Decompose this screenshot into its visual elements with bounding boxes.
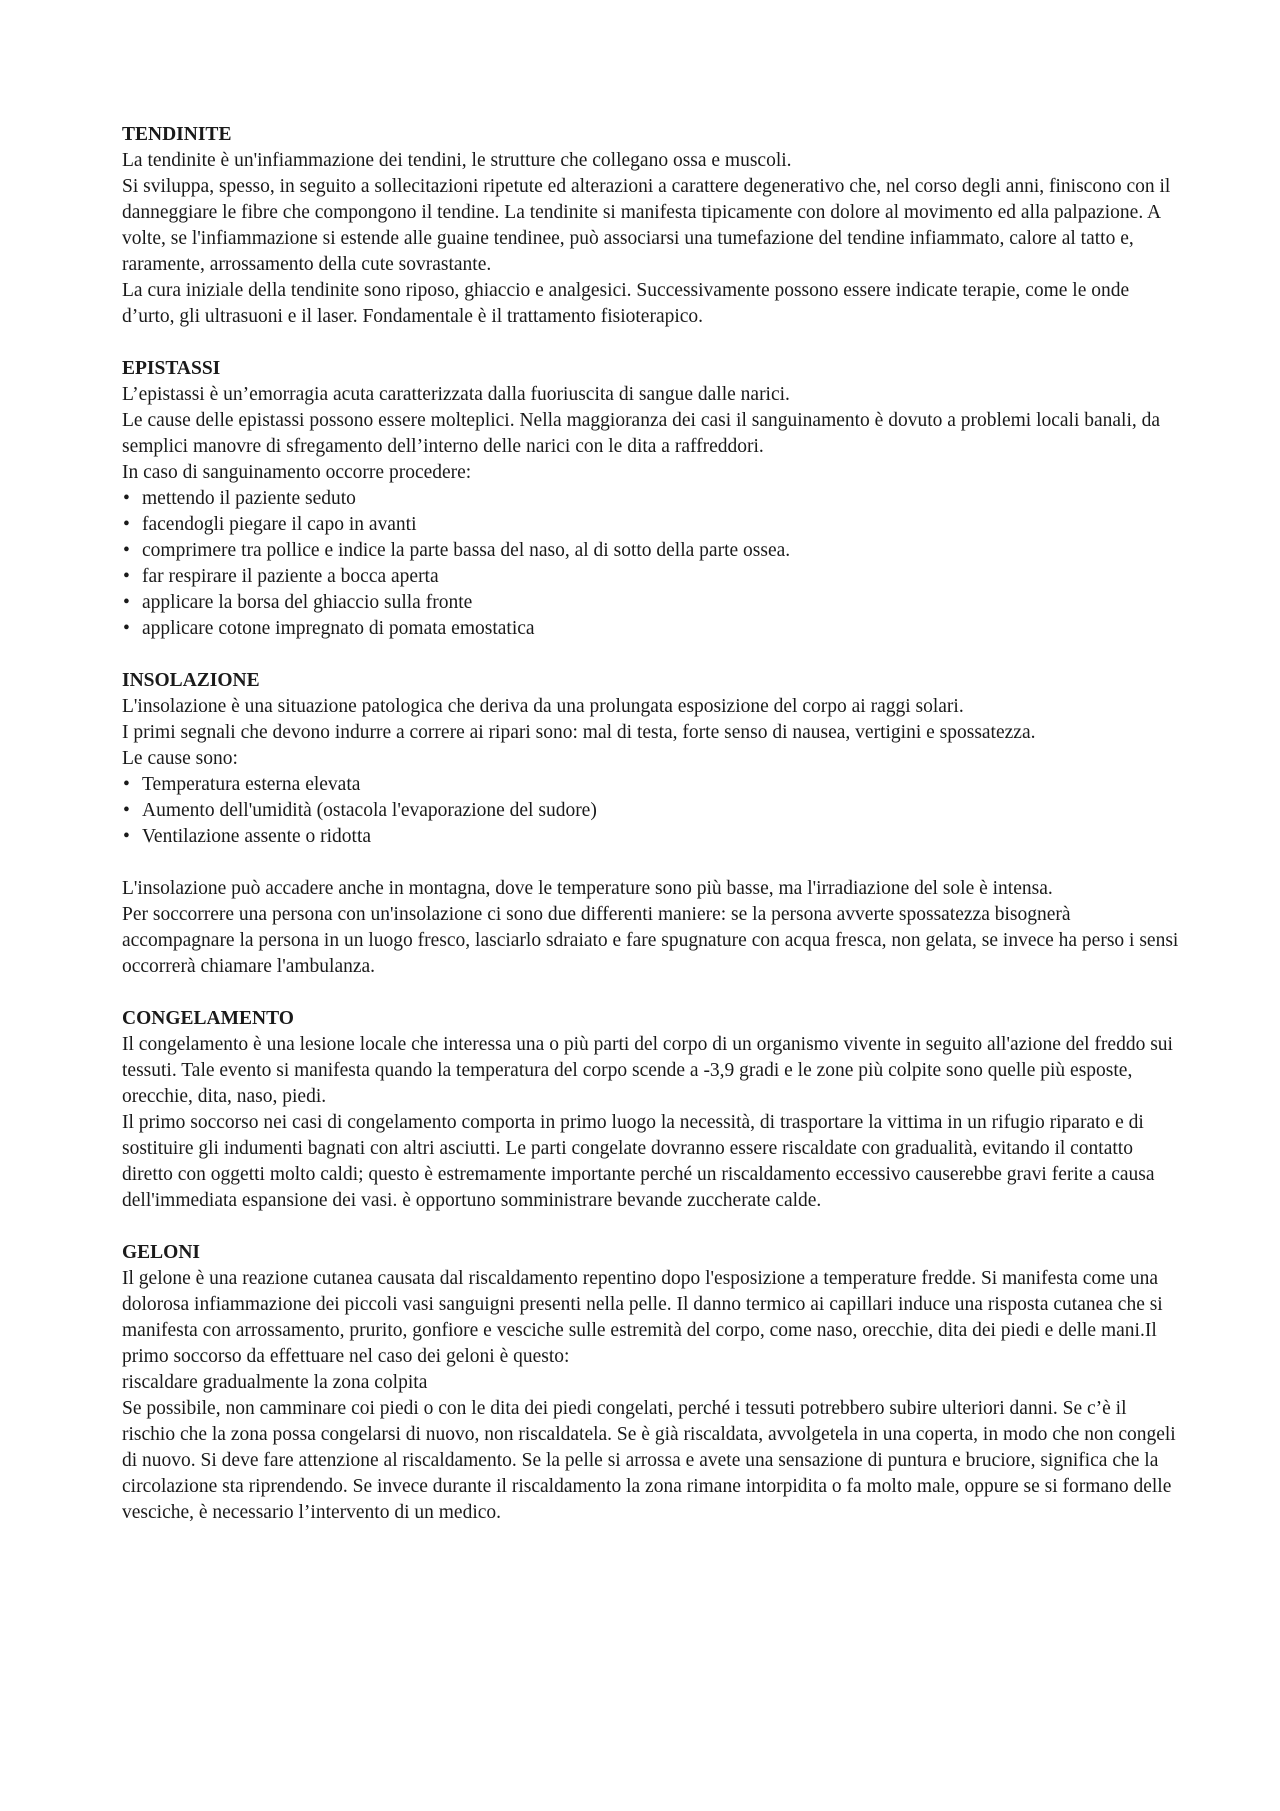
paragraph: L'insolazione è una situazione patologica che deriva da una prolungata esposizione del corpo ai raggi solari. bbox=[122, 696, 964, 717]
paragraph: I primi segnali che devono indurre a correre ai ripari sono: mal di testa, forte senso di nausea, vertigini e spossatezza. bbox=[122, 722, 1036, 743]
list-item: • Ventilazione assente o ridotta bbox=[122, 824, 1182, 850]
section-insolazione bbox=[122, 668, 1182, 980]
list-item: • Temperatura esterna elevata bbox=[122, 772, 1182, 798]
paragraph: Il gelone è una reazione cutanea causata dal riscaldamento repentino dopo l'esposizione a temperature fredde. Si manifesta come una dolorosa infiammazione dei piccoli vasi sanguigni presenti nella pelle. Il danno termico ai capillari induce una risposta cutanea che si manifesta con arrossamento, prurito, gonfiore e vesciche sulle estremità del corpo, come naso, orecchie, dita dei piedi e delle mani.Il primo soccorso da effettuare nel caso dei geloni è questo: bbox=[122, 1268, 1163, 1367]
paragraph: Se possibile, non camminare coi piedi o con le dita dei piedi congelati, perché i tessuti potrebbero subire ulteriori danni. Se c’è il rischio che la zona possa congelarsi di nuovo, non riscaldatela. Se è già riscaldata, avvolgetela in una coperta, in modo che non congeli di nuovo. Si deve fare attenzione al riscaldamento. Se la pelle si arrossa e avete una sensazione di puntura e bruciore, significa che la circolazione sta riprendendo. Se invece durante il riscaldamento la zona rimane intorpidita o fa molto male, oppure se si formano delle vesciche, è necessario l’intervento di un medico. bbox=[122, 1398, 1176, 1523]
list-item: • comprimere tra pollice e indice la parte bassa del naso, al di sotto della parte ossea. bbox=[122, 538, 1182, 564]
list-item: • Aumento dell'umidità (ostacola l'evaporazione del sudore) bbox=[122, 798, 1182, 824]
list-item: • far respirare il paziente a bocca aperta bbox=[122, 564, 1182, 590]
document-page bbox=[122, 122, 1182, 1552]
paragraph: Per soccorrere una persona con un'insolazione ci sono due differenti maniere: se la persona avverte spossatezza bisognerà accompagnare la persona in un luogo fresco, lasciarlo sdraiato e fare spugnature con acqua fresca, non gelata, se invece ha perso i sensi occorrerà chiamare l'ambulanza. bbox=[122, 904, 1179, 977]
blank-line bbox=[122, 850, 1182, 876]
section-heading: GELONI bbox=[122, 1242, 201, 1263]
section-heading: INSOLAZIONE bbox=[122, 670, 260, 691]
section-tendinite bbox=[122, 122, 1182, 330]
section-heading: CONGELAMENTO bbox=[122, 1008, 294, 1029]
paragraph: In caso di sanguinamento occorre procedere: bbox=[122, 462, 472, 483]
paragraph: L’epistassi è un’emorragia acuta caratterizzata dalla fuoriuscita di sangue dalle narici. bbox=[122, 384, 790, 405]
paragraph: L'insolazione può accadere anche in montagna, dove le temperature sono più basse, ma l'irradiazione del sole è intensa. bbox=[122, 878, 1053, 899]
paragraph: Le cause delle epistassi possono essere molteplici. Nella maggioranza dei casi il sanguinamento è dovuto a problemi locali banali, da semplici manovre di sfregamento dell’interno delle narici con le dita a raffreddori. bbox=[122, 410, 1161, 457]
section-geloni bbox=[122, 1240, 1182, 1526]
paragraph: Si sviluppa, spesso, in seguito a sollecitazioni ripetute ed alterazioni a carattere degenerativo che, nel corso degli anni, finiscono con il danneggiare le fibre che compongono il tendine. La tendinite si manifesta tipicamente con dolore al movimento ed alla palpazione. A volte, se l'infiammazione si estende alle guaine tendinee, può associarsi una tumefazione del tendine infiammato, calore al tatto e, raramente, arrossamento della cute sovrastante. bbox=[122, 176, 1171, 275]
section-congelamento bbox=[122, 1006, 1182, 1214]
bullet-list bbox=[122, 486, 1182, 642]
section-heading: EPISTASSI bbox=[122, 358, 221, 379]
list-item: • facendogli piegare il capo in avanti bbox=[122, 512, 1182, 538]
section-heading: TENDINITE bbox=[122, 124, 232, 145]
paragraph: Il congelamento è una lesione locale che interessa una o più parti del corpo di un organismo vivente in seguito all'azione del freddo sui tessuti. Tale evento si manifesta quando la temperatura del corpo scende a -3,9 gradi e le zone più colpite sono quelle più esposte, orecchie, dita, naso, piedi. bbox=[122, 1034, 1173, 1107]
list-item: • applicare cotone impregnato di pomata emostatica bbox=[122, 616, 1182, 642]
list-item: • applicare la borsa del ghiaccio sulla fronte bbox=[122, 590, 1182, 616]
paragraph: Le cause sono: bbox=[122, 748, 238, 769]
paragraph: La tendinite è un'infiammazione dei tendini, le strutture che collegano ossa e muscoli. bbox=[122, 150, 792, 171]
paragraph: Il primo soccorso nei casi di congelamento comporta in primo luogo la necessità, di trasportare la vittima in un rifugio riparato e di sostituire gli indumenti bagnati con altri asciutti. Le parti congelate dovranno essere riscaldate con gradualità, evitando il contatto diretto con oggetti molto caldi; questo è estremamente importante perché un riscaldamento eccessivo causerebbe gravi ferite a causa dell'immediata espansione dei vasi. è opportuno somministrare bevande zuccherate calde. bbox=[122, 1112, 1155, 1211]
list-item: • mettendo il paziente seduto bbox=[122, 486, 1182, 512]
section-epistassi bbox=[122, 356, 1182, 642]
bullet-list bbox=[122, 772, 1182, 850]
paragraph: riscaldare gradualmente la zona colpita bbox=[122, 1372, 428, 1393]
paragraph: La cura iniziale della tendinite sono riposo, ghiaccio e analgesici. Successivamente possono essere indicate terapie, come le onde d’urto, gli ultrasuoni e il laser. Fondamentale è il trattamento fisioterapico. bbox=[122, 280, 1130, 327]
